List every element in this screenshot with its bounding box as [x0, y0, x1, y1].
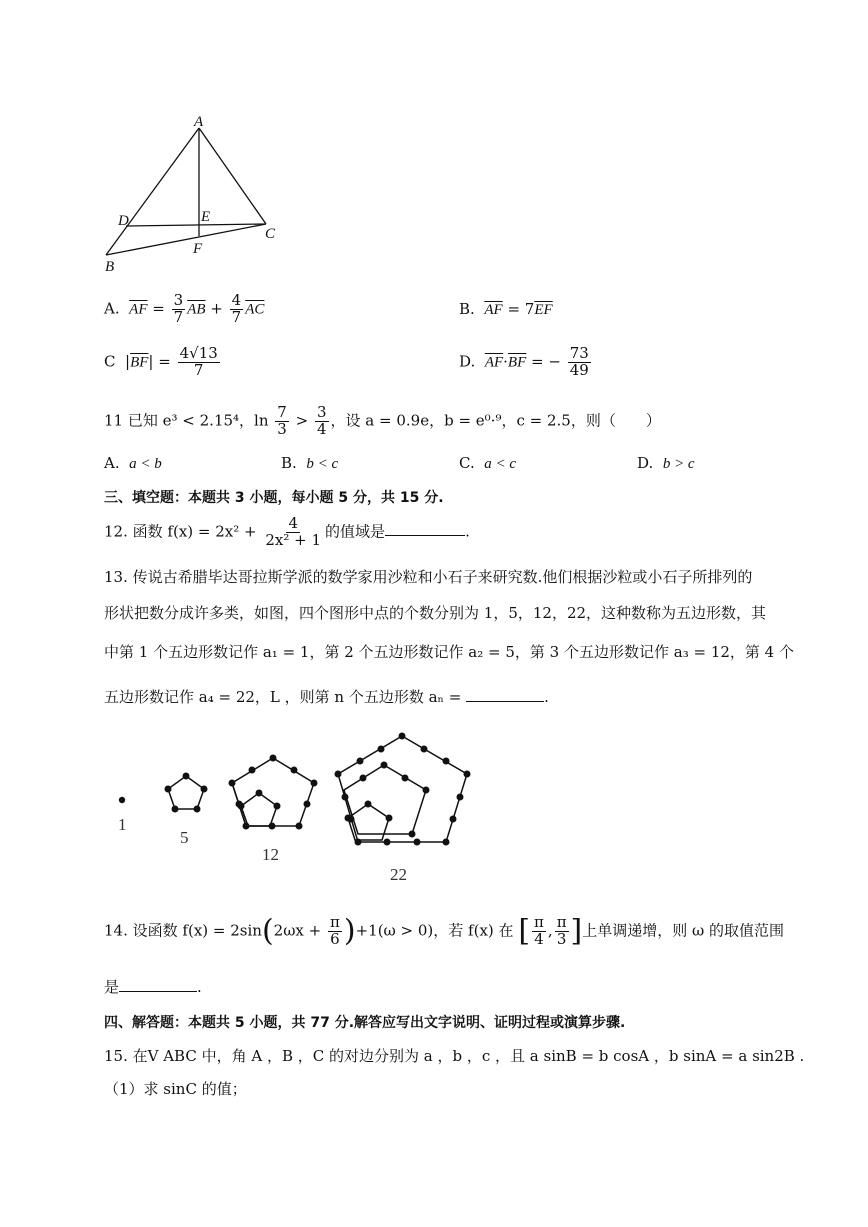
option-B: B. $\overline{AF} = 7\overline{EF}$ [459, 300, 553, 318]
label-22: 22 [390, 865, 407, 884]
pentagonal-numbers-figure [100, 722, 480, 892]
q15-line-1: 15. 在V ABC 中，角 A ，B ，C 的对边分别为 a ，b ，c ，且 a sinB = b cosA ，b sinA = a sin2B . [104, 1047, 805, 1065]
label-1: 1 [118, 815, 127, 834]
question-12: 12. 函数 f(x) = 2x² + $\frac{4}{\text{2x² + 1}}$ 的值域是 . [104, 514, 470, 549]
label-E: E [201, 209, 211, 225]
label-B: B [105, 259, 115, 275]
section-4-heading: 四、解答题：本题共 5 小题，共 77 分.解答应写出文字说明、证明过程或演算步骤. [104, 1015, 626, 1031]
q11-option-D: D. b > c [637, 454, 695, 472]
label-A: A [194, 114, 204, 130]
q13-line-1: 13. 传说古希腊毕达哥拉斯学派的数学家用沙粒和小石子来研究数.他们根据沙粒或小石子所排列的 [104, 568, 753, 586]
q15-line-2: （1）求 sinC 的值； [104, 1080, 247, 1098]
question-14: 14. 设函数 f(x) = 2sin(2ωx + $\frac{\pi}{6}$ )+1(ω > 0)，若 f(x) 在 [ $\frac{\pi}{4}$ , $\frac{\pi}{3}$ ]上单调递增，则 ω 的取值范围 [104, 913, 785, 949]
label-D: D [118, 213, 129, 229]
option-A: A. $\overline{AF}$ = $\frac{3}{7}$ $\overline{AB}$ + $\frac{4}{7}$ $\overline{AC}$ [104, 291, 265, 326]
section-3-heading: 三、填空题：本题共 3 小题，每小题 5 分，共 15 分. [104, 490, 444, 506]
q11-option-B: B. b < c [281, 454, 339, 472]
q13-line-2: 形状把数分成许多类，如图，四个图形中点的个数分别为 1，5，12，22，这种数称为五边形数，其 [104, 604, 767, 622]
label-F: F [193, 241, 203, 257]
label-12: 12 [262, 845, 279, 864]
option-D: D. $\overline{AF}\cdot\overline{BF}$ = − $\frac{73}{49}$ [459, 344, 589, 379]
label-C: C [265, 226, 276, 242]
q13-line-3: 中第 1 个五边形数记作 a₁ = 1，第 2 个五边形数记作 a₂ = 5，第 3 个五边形数记作 a₃ = 12，第 4 个 [104, 643, 794, 661]
option-C: C $|\overline{BF}|$ = $\frac{4√13}{7}$ [104, 344, 218, 379]
q14-line-2: 是 . [104, 978, 202, 996]
q11-option-A: A. a < b [104, 454, 162, 472]
q13-line-4: 五边形数记作 a₄ = 22，L ，则第 n 个五边形数 aₙ = . [104, 688, 549, 706]
label-5: 5 [180, 828, 189, 847]
triangle-figure [100, 110, 290, 280]
q11-option-C: C. a < c [459, 454, 517, 472]
question-11: 11 已知 e³ < 2.15⁴，ln $\frac{7}{3}$ > $\frac{3}{4}$ ，设 a = 0.9e，b = e⁰·⁹，c = 2.5，则（ ） [104, 403, 661, 438]
